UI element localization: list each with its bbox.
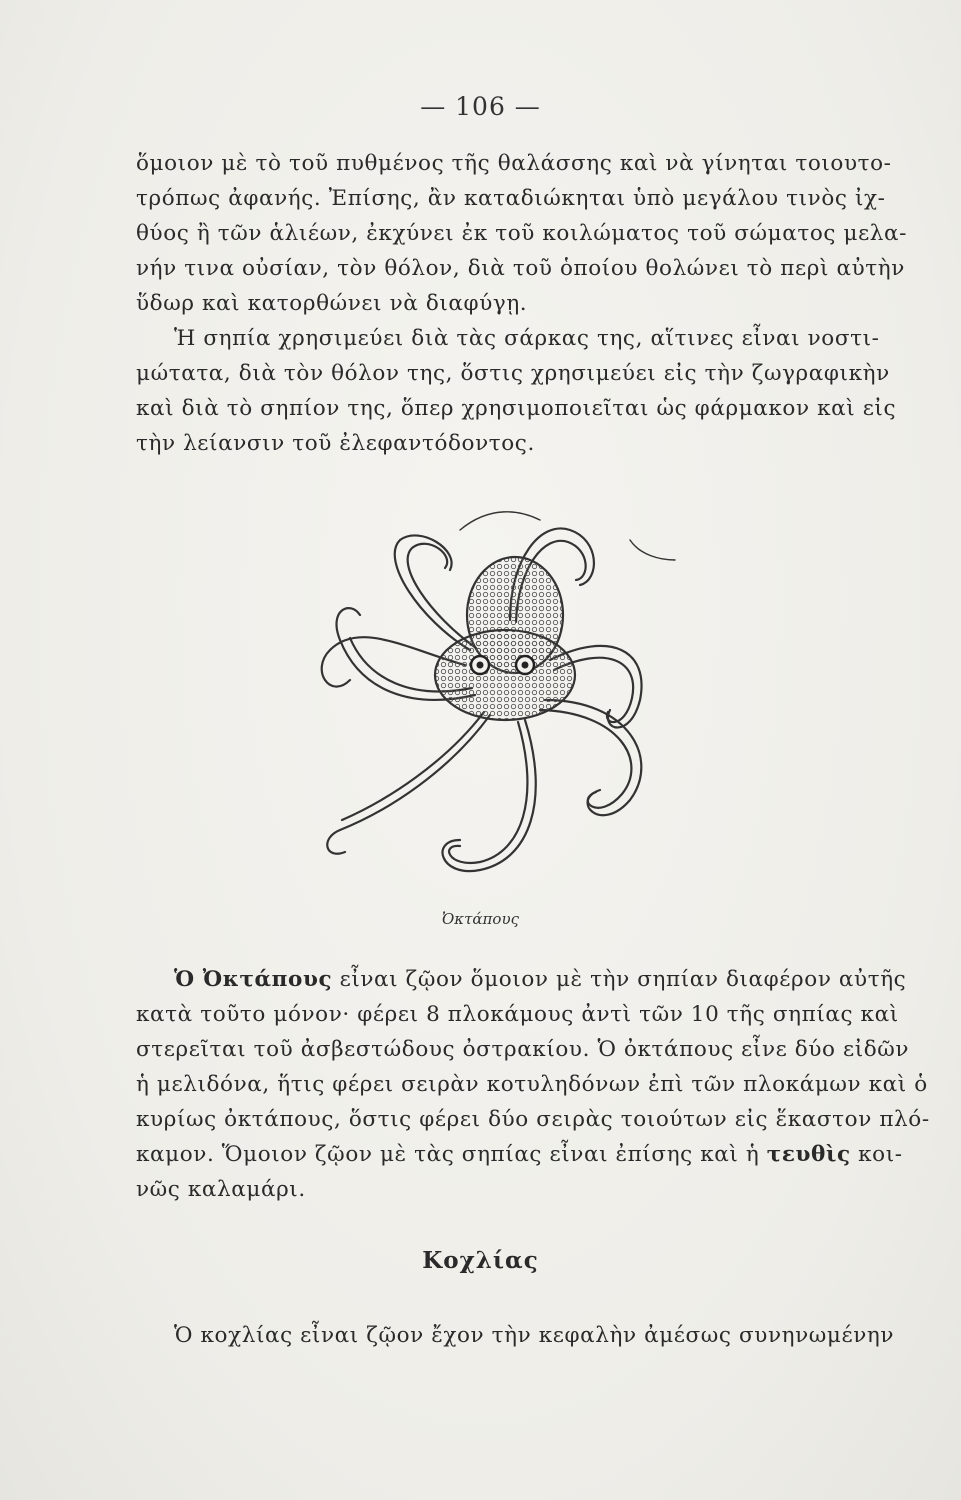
paragraph-2-line: Ἡ σηπία χρησιμεύει διὰ τὰς σάρκας της, αἵτινες εἶναι νοστι- [174, 326, 880, 351]
paragraph-3-line: ἡ μελιδόνα, ἥτις φέρει σειρὰν κοτυληδόνων ἐπὶ τῶν πλοκάμων καὶ ὁ [136, 1072, 928, 1097]
paragraph-3-first-rest: εἶναι ζῷον ὅμοιον μὲ τὴν σηπίαν διαφέρον αὐτῆς [332, 967, 907, 992]
paragraph-1-line: θύος ἢ τῶν ἁλιέων, ἐκχύνει ἐκ τοῦ κοιλώματος τοῦ σώματος μελα- [136, 221, 908, 246]
figure-caption: Ὀκτάπους [442, 910, 519, 928]
paragraph-2-line: τὴν λείανσιν τοῦ ἐλεφαντόδοντος. [136, 431, 535, 456]
section-heading: Κοχλίας [422, 1247, 539, 1274]
paragraph-1-line: ὅμοιον μὲ τὸ τοῦ πυθμένος τῆς θαλάσσης καὶ νὰ γίνηται τοιουτο- [136, 151, 892, 176]
paragraph-1-line: νήν τινα οὐσίαν, τὸν θόλον, διὰ τοῦ ὁποίου θολώνει τὸ περὶ αὐτὴν [136, 256, 905, 281]
page-number: — 106 — [420, 92, 541, 121]
teuthis-term: τευθὶς [766, 1142, 851, 1167]
paragraph-1-line: ὕδωρ καὶ κατορθώνει νὰ διαφύγῃ. [136, 291, 528, 316]
paragraph-3-penult-pre: καμον. Ὅμοιον ζῷον μὲ τὰς σηπίας εἶναι ἐπίσης καὶ ἡ [136, 1142, 767, 1167]
text-block-lower [136, 962, 930, 1207]
paragraph-3-line: νῶς καλαμάρι. [136, 1177, 306, 1202]
paragraph-3-line: κυρίως ὀκτάπους, ὅστις φέρει δύο σειρὰς τοιούτων εἰς ἕκαστον πλό- [136, 1107, 930, 1132]
paragraph-2-line: μώτατα, διὰ τὸν θόλον της, ὅστις χρησιμεύει εἰς τὴν ζωγραφικὴν [136, 361, 890, 386]
octopus-illustration [300, 500, 700, 910]
paragraph-4-line: Ὁ κοχλίας εἶναι ζῷον ἔχον τὴν κεφαλὴν ἀμέσως συνηνωμένην [174, 1323, 895, 1348]
paragraph-3-line: κατὰ τοῦτο μόνον· φέρει 8 πλοκάμους ἀντὶ τῶν 10 τῆς σηπίας καὶ [136, 1002, 899, 1027]
paragraph-1-line: τρόπως ἀφανής. Ἐπίσης, ἂν καταδιώκηται ὑπὸ μεγάλου τινὸς ἰχ- [136, 186, 886, 211]
paragraph-3-penult-post: κοι- [850, 1142, 903, 1167]
paragraph-3-first-line [136, 962, 907, 997]
text-block-upper [136, 146, 908, 461]
paragraph-2-line: καὶ διὰ τὸ σηπίον της, ὅπερ χρησιμοποιεῖται ὡς φάρμακον καὶ εἰς [136, 396, 897, 421]
paragraph-3-line: στερεῖται τοῦ ἀσβεστώδους ὀστρακίου. Ὁ ὀκτάπους εἶνε δύο εἰδῶν [136, 1037, 910, 1062]
text-block-bottom [136, 1318, 895, 1353]
octopus-term: Ὁ Ὀκτάπους [174, 967, 333, 992]
paragraph-3-line [136, 1137, 903, 1172]
